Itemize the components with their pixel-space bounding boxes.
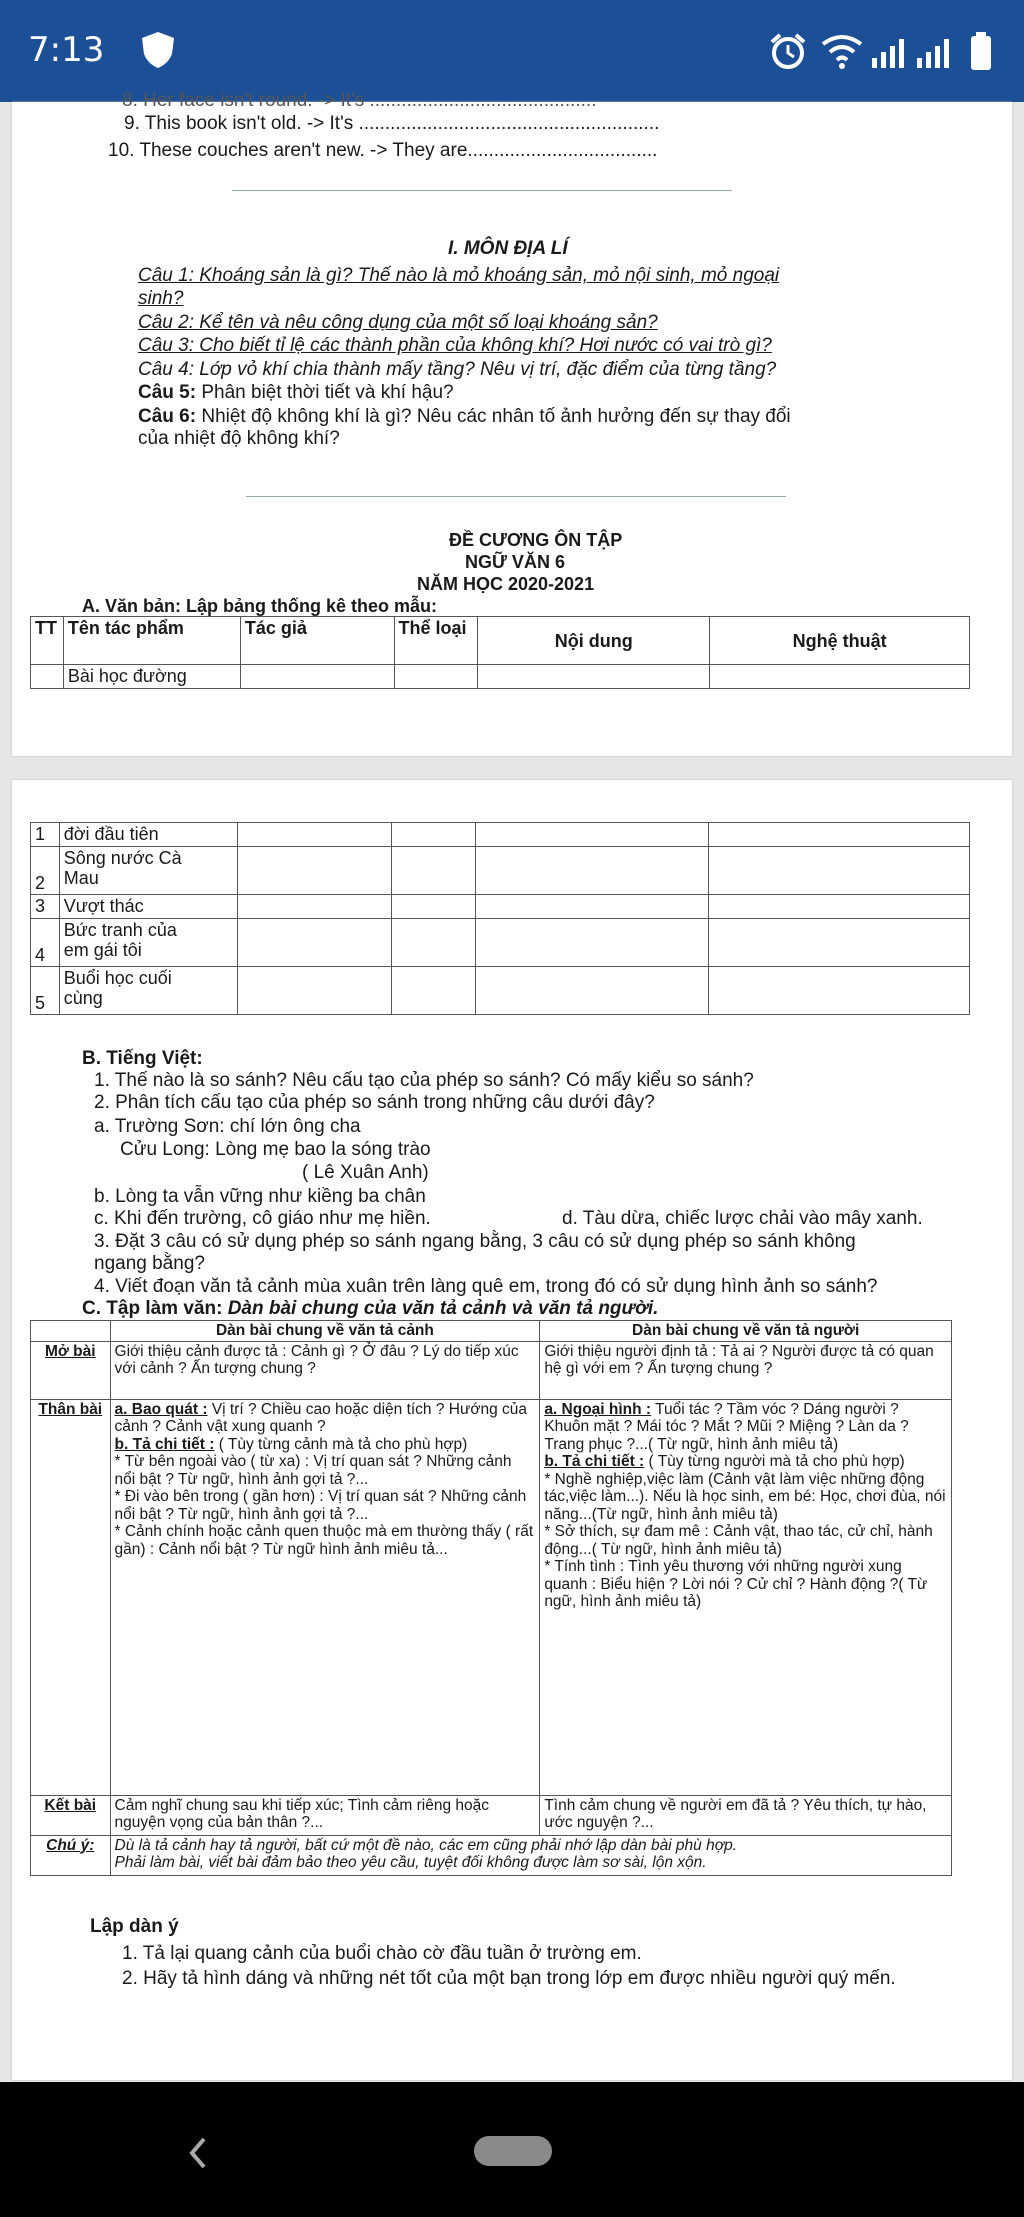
- row-num: 1: [31, 823, 60, 847]
- outline-table: [30, 1320, 952, 1876]
- label-intro: Mở bài: [31, 1341, 111, 1399]
- label-note: Chú ý:: [31, 1835, 111, 1875]
- geo-title: I. MÔN ĐỊA LÍ: [448, 238, 568, 259]
- lap-item-2: 2. Hãy tả hình dáng và những nét tốt của một bạn trong lớp em được nhiều người quý mến.: [122, 1968, 896, 1989]
- body-person-1: Tuổi tác ? Tầm vóc ? Dáng người ? Khuôn mặt ? Mái tóc ? Mắt ? Mũi ? Miệng ? Làn da ? Trang phục ?...( Từ ngữ, hình ảnh miêu tả): [544, 1400, 909, 1453]
- intro-scene: Giới thiệu cảnh được tả : Cảnh gì ? Ở đâu ? Lý do tiếp xúc với cảnh ? Ấn tượng chung ?: [110, 1341, 540, 1399]
- geo-q5-label: Câu 5:: [138, 382, 197, 403]
- lap-dan-y-title: Lập dàn ý: [90, 1916, 179, 1937]
- document-page-2: [12, 780, 1012, 2080]
- exercise-line-9: 9. This book isn't old. -> It's .........................................................: [124, 113, 660, 134]
- row-num: 5: [31, 967, 60, 1015]
- header-genre: Thể loại: [394, 617, 478, 665]
- geo-q6a: Nhiệt độ không khí là gì? Nêu các nhân tố ảnh hưởng đến sự thay đổi: [196, 406, 791, 427]
- tv-b: b. Lòng ta vẫn vững như kiềng ba chân: [94, 1186, 426, 1207]
- body-scene-2: ( Tùy từng cảnh mà tả cho phù hợp): [214, 1435, 468, 1453]
- tv-q1: 1. Thế nào là so sánh? Nêu cấu tạo của phép so sánh? Có mấy kiểu so sánh?: [94, 1070, 754, 1091]
- works-table-header: [30, 616, 970, 689]
- exercise-line-8: 8. Her face isn't round. -> It's ...........................................: [122, 90, 597, 111]
- header-work: Tên tác phẩm: [63, 617, 240, 665]
- tv-a3: ( Lê Xuân Anh): [302, 1162, 429, 1183]
- label-body: Thân bài: [31, 1399, 111, 1795]
- body-scene-3: * Từ bên ngoài vào ( từ xa) : Vị trí quan sát ? Những cảnh nổi bật ? Từ ngữ, hình ảnh gợi tả ?...: [114, 1453, 512, 1488]
- body-person: [540, 1399, 952, 1795]
- header-content: Nội dung: [478, 617, 710, 665]
- geo-q1a: Câu 1: Khoáng sản là gì? Thế nào là mỏ khoáng sản, mỏ nội sinh, mỏ ngoại: [138, 265, 780, 286]
- body-scene-1: Vị trí ? Chiều cao hoặc diện tích ? Hướng của cảnh ? Cảnh vật xung quanh ?: [114, 1400, 528, 1435]
- row-work: đời đầu tiên: [59, 823, 237, 847]
- body-scene-5: * Cảnh chính hoặc cảnh quen thuộc mà em thường thấy ( rất gần) : Cảnh nổi bật ? Từ ngữ hình ảnh miêu tả...: [114, 1523, 534, 1558]
- shield-icon: [138, 30, 178, 70]
- tv-q3b: ngang bằng?: [94, 1253, 205, 1274]
- lap-item-1: 1. Tả lại quang cảnh của buổi chào cờ đầu tuần ở trường em.: [122, 1943, 642, 1964]
- home-button[interactable]: [474, 2136, 552, 2166]
- status-time: 7:13: [28, 30, 105, 70]
- row-num: 2: [31, 847, 60, 895]
- row-work: Buổi học cuối: [63, 968, 172, 988]
- row-work: Vượt thác: [59, 895, 237, 919]
- divider-2: [246, 496, 786, 497]
- tv-a1: a. Trường Sơn: chí lớn ông cha: [94, 1116, 361, 1137]
- section-c-label: C. Tập làm văn:: [82, 1298, 223, 1319]
- geo-q4: Câu 4: Lớp vỏ khí chia thành mấy tầng? Nêu vị trí, đặc điểm của từng tầng?: [138, 359, 777, 380]
- row-num: 3: [31, 895, 60, 919]
- row-first-work: Bài học đường: [63, 665, 240, 689]
- tv-q3a: 3. Đặt 3 câu có sử dụng phép so sánh ngang bằng, 3 câu có sử dụng phép so sánh không: [94, 1231, 856, 1252]
- body-scene-1-heading: a. Bao quát :: [114, 1400, 208, 1418]
- tv-a2: Cửu Long: Lòng mẹ bao la sóng trào: [120, 1139, 431, 1160]
- signal-icon: [870, 36, 910, 68]
- section-b-label: B. Tiếng Việt:: [82, 1048, 203, 1069]
- geo-q5: Phân biệt thời tiết và khí hậu?: [196, 382, 454, 403]
- body-person-5: * Tính tình : Tình yêu thương với những người xung quanh : Biểu hiện ? Lời nói ? Cử chỉ ? Hành động ?( Từ ngữ, hình ảnh miêu tả): [544, 1558, 928, 1610]
- body-person-3: * Nghề nghiệp,việc làm (Cảnh vật làm việc những động tác,việc làm...). Nếu là học sinh, em bé: Học, chơi đùa, nói năng...(Từ ngữ, hình ảnh miêu tả): [544, 1470, 946, 1523]
- back-button[interactable]: [186, 2136, 210, 2170]
- note-2: Phải làm bài, viết bài đảm bảo theo yêu cầu, tuyệt đối không được làm sơ sài, lộn xộn.: [114, 1854, 707, 1871]
- geo-q3: Câu 3: Cho biết tỉ lệ các thành phần của không khí? Hơi nước có vai trò gì?: [138, 335, 772, 356]
- alarm-icon: [768, 32, 808, 72]
- note: [110, 1835, 951, 1875]
- header-scene: Dàn bài chung về văn tả cảnh: [110, 1321, 540, 1342]
- note-1: Dù là tả cảnh hay tả người, bất cứ một đề nào, các em cũng phải nhớ lập dàn bài phù hợp.: [114, 1836, 738, 1854]
- works-table: [30, 822, 970, 1015]
- outline-title-1: ĐỀ CƯƠNG ÔN TẬP: [449, 530, 623, 550]
- tv-q2: 2. Phân tích cấu tạo của phép so sánh trong những câu dưới đây?: [94, 1092, 655, 1113]
- geo-q2: Câu 2: Kể tên và nêu công dụng của một số loại khoáng sản?: [138, 312, 658, 333]
- conclusion-person: Tình cảm chung về người em đã tả ? Yêu thích, tự hào, ước nguyện ?...: [540, 1795, 952, 1835]
- row-work-2: Mau: [63, 868, 99, 888]
- body-scene: [110, 1399, 540, 1795]
- outline-title-2: NGỮ VĂN 6: [465, 552, 565, 572]
- header-tt: TT: [31, 617, 64, 665]
- outline-title-3: NĂM HỌC 2020-2021: [417, 574, 595, 594]
- signal2-icon: [915, 36, 955, 68]
- row-work: Sông nước Cà: [63, 848, 182, 868]
- document-page-1: [12, 90, 1012, 756]
- geo-q6b: của nhiệt độ không khí?: [138, 428, 340, 449]
- section-c-sub: Dàn bài chung của văn tả cảnh và văn tả người.: [227, 1298, 659, 1319]
- battery-icon: [970, 32, 992, 72]
- exercise-line-10: 10. These couches aren't new. -> They are....................................: [108, 140, 658, 161]
- intro-person: Giới thiệu người định tả : Tả ai ? Người được tả có quan hệ gì với em ? Ấn tượng chung ?: [540, 1341, 952, 1399]
- body-person-4: * Sở thích, sự đam mê : Cảnh vật, thao tác, cử chỉ, hành động...( Từ ngữ, hình ảnh miêu tả): [544, 1523, 933, 1558]
- body-person-2: ( Tùy từng người mà tả cho phù hợp): [644, 1453, 905, 1470]
- row-work: Bức tranh của: [63, 920, 177, 940]
- section-a-label: A. Văn bản: Lập bảng thống kê theo mẫu:: [82, 596, 438, 616]
- row-num: 4: [31, 919, 60, 967]
- header-art: Nghệ thuật: [710, 617, 970, 665]
- header-person: Dàn bài chung về văn tả người: [540, 1321, 952, 1342]
- body-scene-2-heading: b. Tả chi tiết :: [114, 1435, 215, 1453]
- row-work-2: em gái tôi: [63, 940, 142, 960]
- wifi-icon: [820, 34, 864, 70]
- header-author: Tác giả: [240, 617, 394, 665]
- body-person-2-heading: b. Tả chi tiết :: [544, 1453, 645, 1470]
- geo-q6-label: Câu 6:: [138, 406, 197, 427]
- tv-d: d. Tàu dừa, chiếc lược chải vào mây xanh.: [562, 1208, 923, 1229]
- body-scene-4: * Đi vào bên trong ( gần hơn) : Vị trí quan sát ? Những cảnh nổi bật ? Từ ngữ, hình ảnh gợi tả ?...: [114, 1488, 527, 1523]
- tv-c: c. Khi đến trường, cô giáo như mẹ hiền.: [94, 1208, 431, 1229]
- geo-q1b: sinh?: [138, 288, 184, 309]
- conclusion-scene: Cảm nghĩ chung sau khi tiếp xúc; Tình cảm riêng hoặc nguyện vọng của bản thân ?...: [110, 1795, 540, 1835]
- divider: [232, 190, 732, 191]
- status-bar: [0, 0, 1024, 102]
- tv-q4: 4. Viết đoạn văn tả cảnh mùa xuân trên làng quê em, trong đó có sử dụng hình ảnh so sánh?: [94, 1276, 878, 1297]
- label-conclusion: Kết bài: [31, 1795, 111, 1835]
- navigation-bar: [0, 2082, 1024, 2217]
- body-person-1-heading: a. Ngoại hình :: [544, 1400, 652, 1418]
- row-work-2: cùng: [63, 988, 103, 1008]
